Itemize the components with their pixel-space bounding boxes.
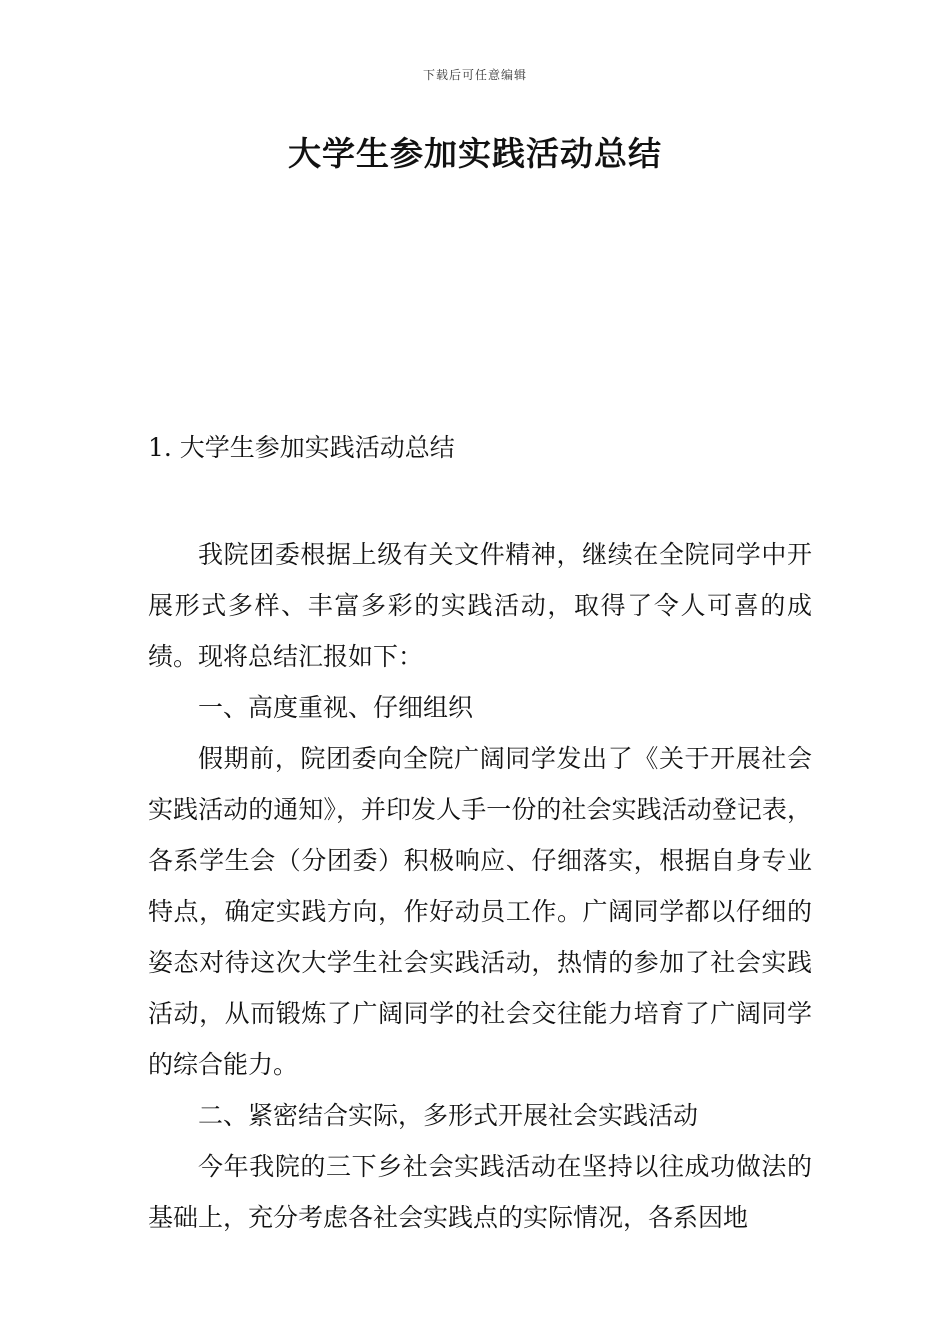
body-text [148,529,812,1243]
subheading-2: 二、紧密结合实际，多形式开展社会实践活动 [198,1101,699,1130]
document-title: 大学生参加实践活动总结 [288,134,662,173]
header-note: 下载后可任意编辑 [422,68,527,82]
paragraph-2: 今年我院的三下乡社会实践活动在坚持以往成功做法的基础上，充分考虑各社会实践点的实际情况，各系因地 [148,1152,812,1232]
paragraph-intro: 我院团委根据上级有关文件精神，继续在全院同学中开展形式多样、丰富多彩的实践活动，取得了令人可喜的成绩。现将总结汇报如下： [148,540,812,671]
paragraph-1: 假期前，院团委向全院广阔同学发出了《关于开展社会实践活动的通知》，并印发人手一份的社会实践活动登记表，各系学生会（分团委）积极响应、仔细落实，根据自身专业特点，确定实践方向，作好动员工作。广阔同学都以仔细的姿态对待这次大学生社会实践活动，热情的参加了社会实践活动，从而锻炼了广阔同学的社会交往能力培育了广阔同学的综合能力。 [148,744,812,1079]
subheading-1: 一、高度重视、仔细组织 [198,693,474,722]
section-heading: 1. 大学生参加实践活动总结 [148,433,455,462]
